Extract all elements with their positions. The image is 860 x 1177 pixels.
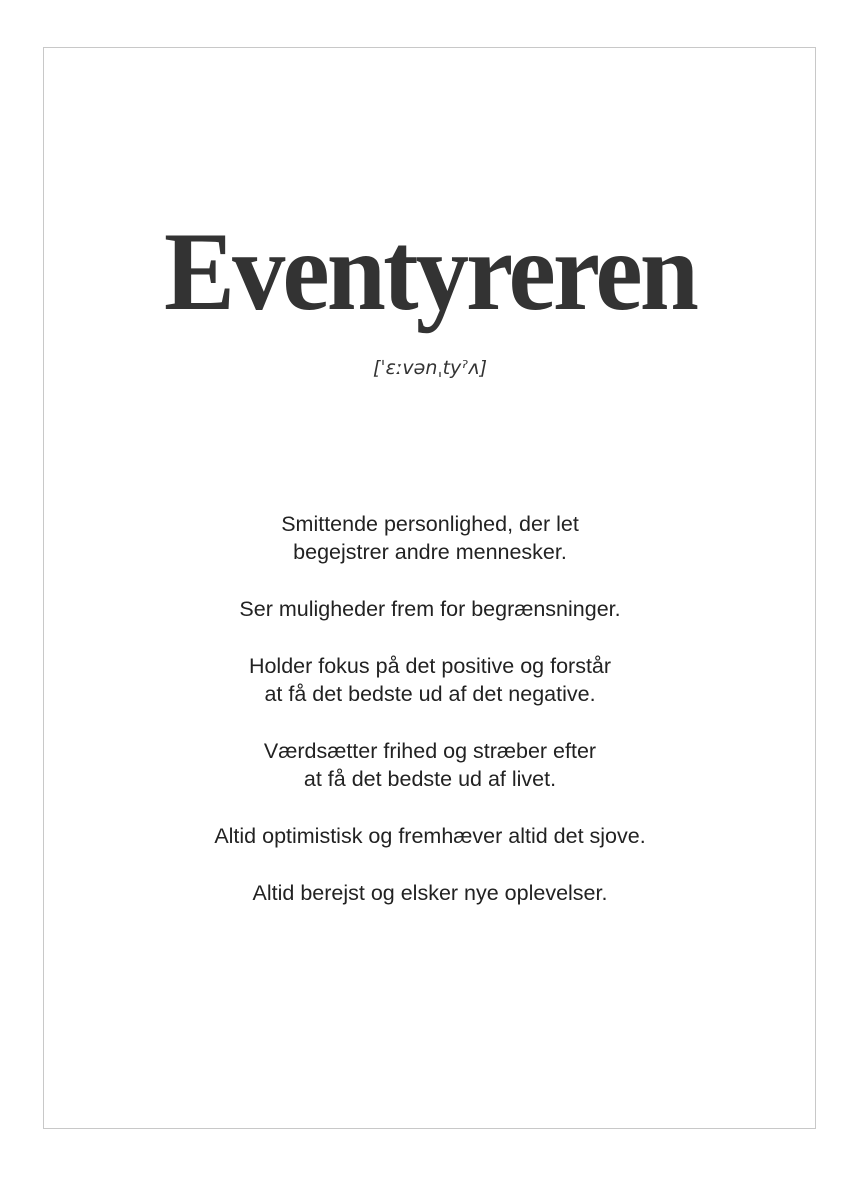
poster-title: Eventyreren	[163, 210, 697, 334]
definition-line: Ser muligheder frem for begrænsninger.	[239, 597, 621, 621]
definition-paragraph	[0, 595, 860, 623]
phonetic-transcription: [ˈɛːvənˌtyˀʌ]	[373, 357, 487, 379]
definition-line: Altid optimistisk og fremhæver altid det sjove.	[214, 824, 646, 848]
definition-body	[0, 510, 860, 936]
definition-paragraph	[0, 510, 860, 566]
definition-line: begejstrer andre mennesker.	[293, 540, 567, 564]
definition-paragraph	[0, 737, 860, 793]
definition-line: at få det bedste ud af livet.	[303, 767, 557, 791]
definition-line: Smittende personlighed, der let	[281, 512, 579, 536]
definition-line: Holder fokus på det positive og forstår	[248, 654, 612, 678]
definition-line: Værdsætter frihed og stræber efter	[263, 739, 597, 763]
definition-paragraph	[0, 652, 860, 708]
definition-paragraph	[0, 822, 860, 850]
definition-paragraph	[0, 879, 860, 907]
definition-line: Altid berejst og elsker nye oplevelser.	[252, 881, 608, 905]
definition-line: at få det bedste ud af det negative.	[264, 682, 596, 706]
